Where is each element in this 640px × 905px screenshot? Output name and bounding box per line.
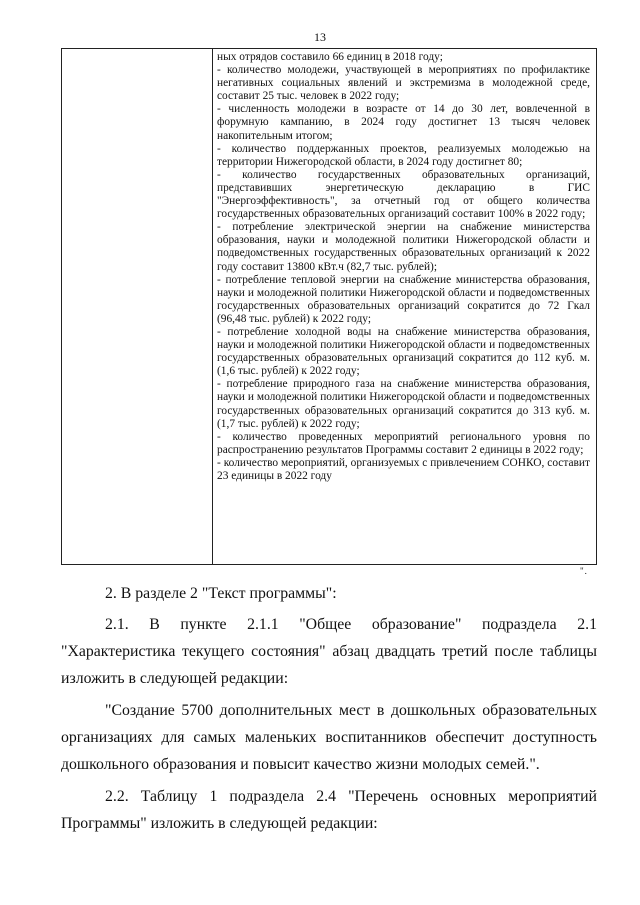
section-heading: 2. В разделе 2 "Текст программы": <box>105 585 337 602</box>
indicator-item: - количество проведенных мероприятий регионального уровня по распространению результатов Программы составит 2 единицы в 2022 году; <box>217 430 590 456</box>
table-cell-left-empty <box>62 49 213 565</box>
paragraph-2-1: 2.1. В пункте 2.1.1 "Общее образование" подраздела 2.1 "Характеристика текущего состояния" абзац двадцать третий после таблицы изложить в следующей редакции: <box>61 616 597 687</box>
indicator-item: - потребление холодной воды на снабжение министерства образования, науки и молодежной политики Нижегородской области и подведомственных государственных образовательных организаций сократится до 112 куб. м. (1,6 тыс. рублей) к 2022 году; <box>217 325 590 378</box>
passport-table <box>61 48 597 565</box>
paragraph-2-2: 2.2. Таблицу 1 подраздела 2.4 "Перечень основных мероприятий Программы" изложить в следующей редакции: <box>61 788 597 832</box>
quoted-paragraph: "Создание 5700 дополнительных мест в дошкольных образовательных организациях для самых маленьких воспитанников обеспечит доступность дошкольного образования и повысит качество жизни молодых семей.". <box>61 702 597 773</box>
amendment-text <box>61 580 597 842</box>
indicator-item: - количество молодежи, участвующей в мероприятиях по профилактике негативных социальных явлений и экстремизма в молодежной среде, составит 25 тыс. человек в 2022 году; <box>217 64 590 103</box>
indicator-item: - потребление природного газа на снабжение министерства образования, науки и молодежной политики Нижегородской области и подведомственных государственных образовательных организаций сократится до 313 куб. м. (1,7 тыс. рублей) к 2022 году; <box>217 378 590 430</box>
table-cell-indicators <box>213 49 597 565</box>
closing-quote-mark: ". <box>580 566 588 576</box>
indicator-item: ных отрядов составило 66 единиц в 2018 году; <box>217 51 443 63</box>
indicator-item: - количество государственных образовательных организаций, представивших энергетическую декларацию в ГИС "Энергоэффективность", за отчетный год от общего количества государственных образовательных организаций составит 100% в 2022 году; <box>217 168 590 221</box>
indicator-item: - количество мероприятий, организуемых с привлечением СОНКО, составит 23 единицы в 2022 году <box>217 456 590 482</box>
indicator-item: - количество поддержанных проектов, реализуемых молодежью на территории Нижегородской области, в 2024 году достигнет 80; <box>217 142 590 168</box>
indicator-item: - потребление тепловой энергии на снабжение министерства образования, науки и молодежной политики Нижегородской области и подведомственных государственных образовательных организаций сократится до 72 Гкал (96,48 тыс. рублей) к 2022 году; <box>217 273 590 325</box>
table-row <box>62 49 597 565</box>
indicator-item: - численность молодежи в возрасте от 14 до 30 лет, вовлеченной в форумную кампанию, в 2024 году достигнет 13 тысяч человек накопительным итогом; <box>217 103 590 142</box>
indicator-item: - потребление электрической энергии на снабжение министерства образования, науки и молодежной политики Нижегородской области и подведомственных государственных образовательных организаций к 2022 году составит 13800 кВт.ч (82,7 тыс. рублей); <box>217 221 590 273</box>
page-number: 13 <box>314 30 326 44</box>
